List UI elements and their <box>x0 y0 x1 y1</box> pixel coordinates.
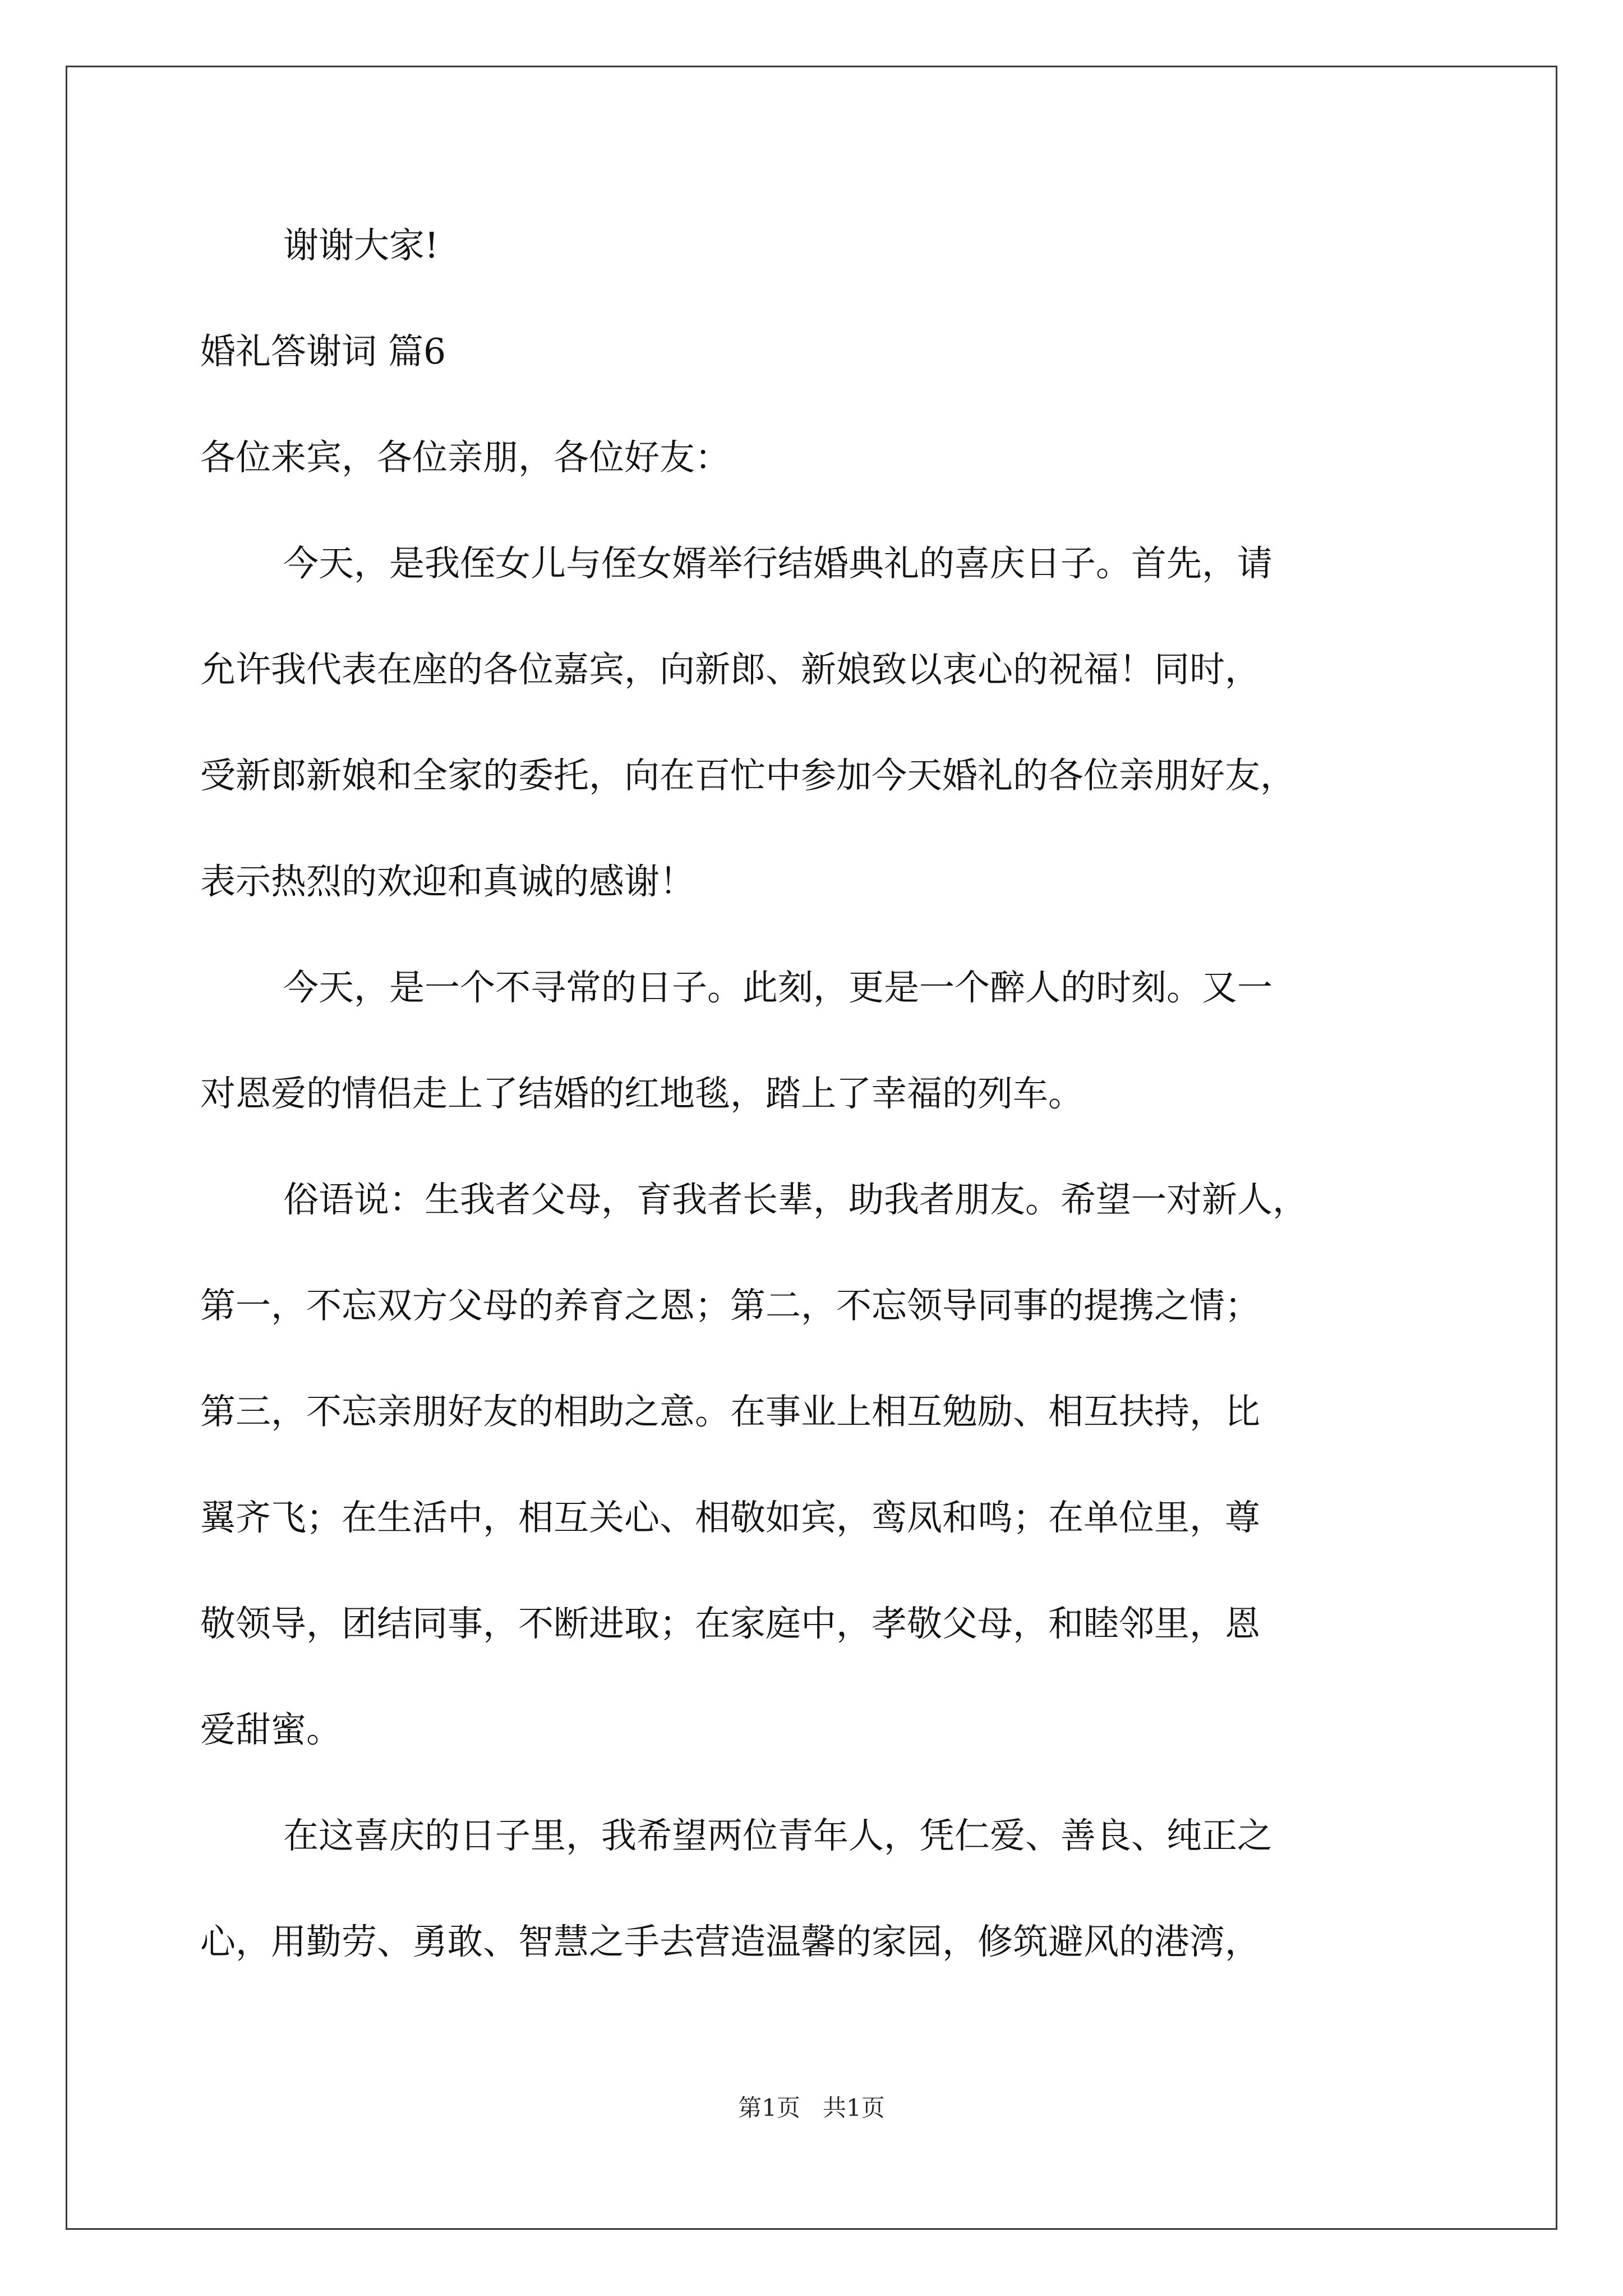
paragraph-4-line-1: 在这喜庆的日子里，我希望两位青年人，凭仁爱、善良、纯正之 <box>283 1815 1272 1856</box>
paragraph-3-line-4: 翼齐飞；在生活中，相互关心、相敬如宾，鸾凤和鸣；在单位里，尊 <box>200 1497 1260 1538</box>
paragraph-1-line-3: 受新郎新娘和全家的委托，向在百忙中参加今天婚礼的各位亲朋好友， <box>200 755 1295 796</box>
paragraph-3-line-3: 第三，不忘亲朋好友的相助之意。在事业上相互勉励、相互扶持，比 <box>200 1391 1260 1432</box>
closing-line: 谢谢大家! <box>283 225 439 266</box>
paragraph-3-line-2: 第一，不忘双方父母的养育之恩；第二，不忘领导同事的提携之情； <box>200 1285 1260 1326</box>
paragraph-1-line-4: 表示热烈的欢迎和真诚的感谢！ <box>200 861 695 902</box>
paragraph-2-line-2: 对恩爱的情侣走上了结婚的红地毯，踏上了幸福的列车。 <box>200 1073 1083 1114</box>
paragraph-4-line-2: 心，用勤劳、勇敢、智慧之手去营造温馨的家园，修筑避风的港湾， <box>200 1921 1260 1962</box>
paragraph-3-line-1: 俗语说：生我者父母，育我者长辈，助我者朋友。希望一对新人， <box>283 1179 1308 1220</box>
page-footer <box>0 2091 1623 2125</box>
paragraph-2-line-1: 今天，是一个不寻常的日子。此刻，更是一个醉人的时刻。又一 <box>283 967 1272 1008</box>
page-number-current: 第1页 <box>738 2094 800 2122</box>
page-number-total: 共1页 <box>823 2094 885 2122</box>
salutation: 各位来宾，各位亲朋，各位好友： <box>200 437 730 478</box>
paragraph-3-line-5: 敬领导，团结同事，不断进取；在家庭中，孝敬父母，和睦邻里，恩 <box>200 1603 1260 1644</box>
document-body <box>200 220 1440 1967</box>
paragraph-3-line-6: 爱甜蜜。 <box>200 1709 342 1750</box>
section-title: 婚礼答谢词 篇6 <box>200 331 446 372</box>
paragraph-1-line-2: 允许我代表在座的各位嘉宾，向新郎、新娘致以衷心的祝福！同时， <box>200 649 1260 690</box>
paragraph-1-line-1: 今天，是我侄女儿与侄女婿举行结婚典礼的喜庆日子。首先，请 <box>283 543 1272 584</box>
